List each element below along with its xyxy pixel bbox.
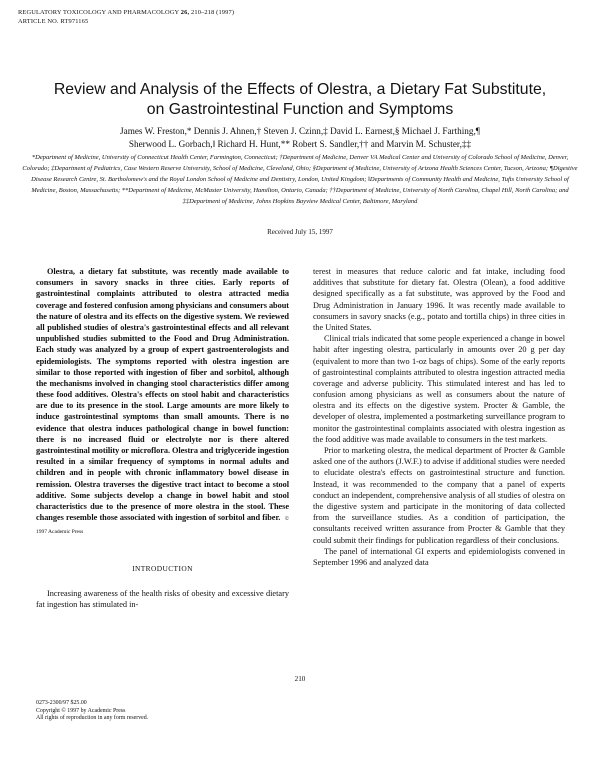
abstract-copyright: © 1997 Academic Press bbox=[36, 516, 289, 536]
received-date: Received July 15, 1997 bbox=[267, 228, 333, 236]
journal-citation bbox=[18, 9, 234, 18]
title-line-2: on Gastrointestinal Function and Symptoms bbox=[146, 100, 454, 118]
author-list bbox=[60, 125, 540, 152]
left-column bbox=[36, 266, 289, 610]
footer bbox=[36, 700, 148, 723]
section-heading-introduction: INTRODUCTION bbox=[132, 563, 193, 573]
journal-header bbox=[18, 9, 234, 26]
footer-rights: All rights of reproduction in any form reserved. bbox=[36, 715, 149, 722]
affiliations: *Department of Medicine, University of Connecticut Health Center, Farmington, Connecticut; †Department of Medicine, Denver VA Medical Center and University of Colorado School of Medicine, Denver, Colorado; ‡Department of Pediatrics, Case Western Reserve University, School of Medicine, Cleveland, Ohio; §Department of Medicine, University of Arizona Health Sciences Center, Tucson, Arizona; ¶Digestive Disease Research Centre, St. Bartholomew's and the Royal London School of Medicine and Dentistry, London, United Kingdom; ‖Departments of Community Health and Medicine, Tufts University School of Medicine, Boston, Massachusetts; **Department of Medicine, McMaster University, Hamilton, Ontario, Canada; ††Department of Medicine, University of North Carolina, Chapel Hill, North Carolina; and ‡‡Department of Medicine, Johns Hopkins Bayview Medical Center, Baltimore, Maryland bbox=[22, 154, 578, 206]
authors-line-1: James W. Freston,* Dennis J. Ahnen,† Steven J. Czinn,‡ David L. Earnest,§ Michael J. Farthing,¶ bbox=[120, 126, 480, 136]
body-paragraph-3: Prior to marketing olestra, the medical department of Procter & Gamble asked one of the authors (J.W.F.) to advise if additional studies were needed to elucidate olestra's effects on gastrointestinal structure and function. Instead, it was recommended to the company that a panel of experts conduct an independent, comprehensive analysis of all studies of olestra on the digestive system and participate in the monitoring of data collected from the surveillance studies. As a condition of participation, the consultants received written assurance from Procter & Gamble that they could submit their findings for publication regardless of their conclusions. bbox=[313, 446, 565, 545]
journal-pages-year: 210–218 (1997) bbox=[191, 9, 235, 16]
authors-line-2: Sherwood L. Gorbach,‖ Richard H. Hunt,** Robert S. Sandler,†† and Marvin M. Schuster,‡‡ bbox=[128, 139, 472, 150]
page-number: 210 bbox=[294, 675, 306, 683]
intro-paragraph-1: Increasing awareness of the health risks of obesity and excessive dietary fat ingestion has stimulated in- bbox=[36, 588, 289, 609]
article-number: ARTICLE NO. RT971165 bbox=[18, 17, 89, 25]
footer-copyright: Copyright © 1997 by Academic Press bbox=[36, 707, 126, 714]
paper-title bbox=[12, 80, 588, 119]
abstract bbox=[36, 266, 289, 539]
body-paragraph-4: The panel of international GI experts and epidemiologists convened in September 1996 and analyzed data bbox=[313, 546, 565, 567]
body-paragraph-1: terest in measures that reduce caloric and fat intake, including food additives that substitute for dietary fat. Olestra (Olean), a food additive designed specifically as a fat substitute, was approved by the Food and Drug Administration in January 1996. It was recently made available to consumers in savory snacks (e.g., potato and tortilla chips) in three cities in the United States. bbox=[313, 267, 565, 332]
body-paragraph-2: Clinical trials indicated that some people experienced a change in bowel habit after ingesting olestra, particularly in amounts over 20 g per day (equivalent to more than two 1-oz bags of chips). Some of the early reports of gastrointestinal complaints attributed to olestra ingestion attracted media coverage and adverse publicity. This stimulated interest and has led to confusion among physicians as well as consumers about the nature of olestra and its effects on the digestive system. Procter & Gamble, the developer of olestra, implemented a postmarketing surveillance program to monitor the gastrointestinal complaints associated with olestra ingestion as the food additive was made available to consumers in the test markets. bbox=[313, 334, 565, 444]
title-line-1: Review and Analysis of the Effects of Olestra, a Dietary Fat Substitute, bbox=[53, 81, 547, 98]
journal-name: REGULATORY TOXICOLOGY AND PHARMACOLOGY bbox=[18, 9, 180, 16]
abstract-text: Olestra, a dietary fat substitute, was recently made available to consumers in savory snacks in three cities. Early reports of gastrointestinal complaints attributed to olestra attracted media coverage and fostered confusion among physicians and consumers about the nature of olestra and its effects on the digestive system. We reviewed all published studies of olestra's gastrointestinal effects and all relevant unpublished studies submitted to the Food and Drug Administration. Each study was analyzed by a group of expert gastroenterologists and epidemiologists. The symptoms reported with olestra ingestion are similar to those reported with ingestion of fiber and sorbitol, although the mechanisms involved in changing stool characteristics differ among these food additives. Olestra's effects on stool habit and characteristics are due to its presence in the stool. Large amounts are more likely to induce gastrointestinal symptoms than small amounts. There is no evidence that olestra induces pathological change in bowel function: there is no increased fluid or electrolyte nor is there altered gastrointestinal motility or microflora. Olestra and triglyceride ingestion resulted in a similar frequency of symptoms in normal adults and children and in people with chronic inflammatory bowel disease in remission. Olestra traverses the digestive tract intact to become a stool additive. Some subjects develop a change in bowel habit and stool characteristics due to the presence of more olestra in the stool. These changes resemble those associated with ingestion of sorbitol and fiber. bbox=[36, 267, 289, 523]
footer-issn: 0273-2300/97 $25.00 bbox=[36, 700, 87, 706]
right-column bbox=[313, 266, 565, 568]
journal-volume: 26, bbox=[180, 9, 190, 16]
